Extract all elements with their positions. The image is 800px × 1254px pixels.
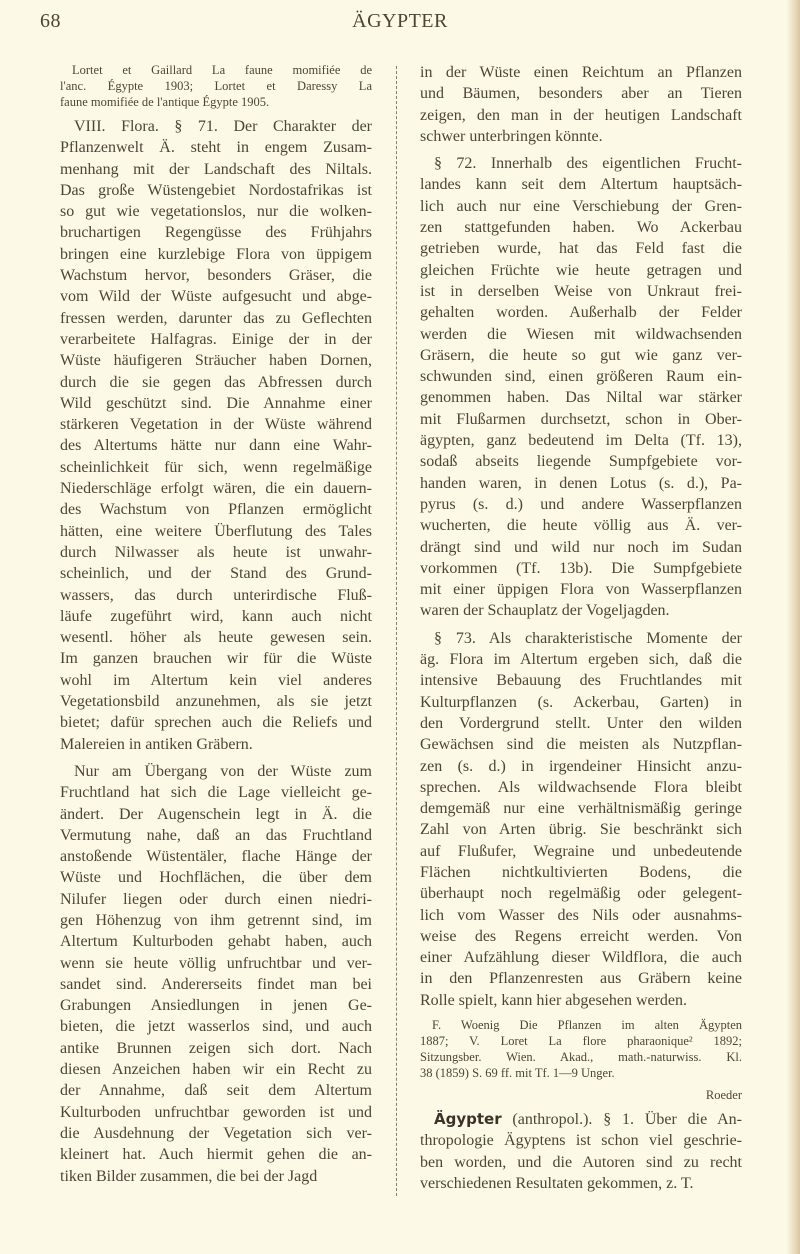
text-line: wassers, das durch unterirdische Fluß- <box>60 586 372 604</box>
text-line: weise des Regens erreicht werden. Von <box>420 927 742 945</box>
text-line: wohl im Altertum kein viel anderes <box>60 671 372 689</box>
text-line: überhaupt noch regelmäßig oder gelegent- <box>420 885 742 903</box>
text-line: 1887; V. Loret La flore pharaonique² 1892; <box>420 1034 742 1049</box>
text-line: durch Nilwasser als heute ist unwahr- <box>60 543 372 561</box>
text-line: landes kann seit dem Altertum hauptsäch- <box>420 176 742 194</box>
text-line: anstoßende Wüstentäler, flache Hänge der <box>60 848 372 866</box>
text-line: getrieben wurde, hat das Feld fast die <box>420 240 742 258</box>
text-line: intensive Bebauung des Fruchtlandes mit <box>420 672 742 690</box>
text-line: des Wachstum von Pflanzen ermöglicht <box>60 501 372 519</box>
text-line: Kulturpflanzen (s. Ackerbau, Garten) in <box>420 693 742 711</box>
text-line: in der Wüste einen Reichtum an Pflanzen <box>420 64 742 81</box>
paragraph <box>420 153 742 622</box>
left-column <box>60 62 372 1193</box>
text-line: so gut wie vegetationslos, nur die wolken- <box>60 203 372 221</box>
text-line: Zahl von Arten übrig. Sie beschränkt sich <box>420 821 742 839</box>
text-line: scheinlich, und der Stand des Grund- <box>60 565 372 583</box>
text-line: Fruchtland hat sich die Lage vielleicht ge- <box>60 784 372 802</box>
text-line: Pflanzenwelt Ä. steht in engem Zusam- <box>60 139 372 157</box>
text-line: § 73. Als charakteristische Momente der <box>434 629 742 647</box>
text-line: sodaß abseits liegende Sumpfgebiete vor- <box>420 453 742 471</box>
text-line: ägypten, ganz bedeutend im Delta (Tf. 13), <box>420 432 742 450</box>
text-line: Gewächsen sind die meisten als Nutzpflan- <box>420 736 742 754</box>
text-line: ist in derselben Weise von Unkraut frei- <box>420 282 742 300</box>
text-line: antike Brunnen zeigen sich dort. Nach <box>60 1039 372 1057</box>
text-line: stärkeren Vegetation in der Wüste während <box>60 416 372 434</box>
text-line: sprechen. Als wildwachsende Flora bleibt <box>420 778 742 796</box>
text-line: ändert. Der Augenschein legt in Ä. die <box>60 805 372 823</box>
text-line: hätten, eine weitere Überflutung des Tales <box>60 522 372 540</box>
text-line: demgemäß nur eine verhältnismäßig geringe <box>420 800 742 818</box>
text-line: gen Höhenzug von ihm getrennt sind, im <box>60 911 372 929</box>
text-line: zen (s. d.) in irgendeiner Hinsicht anzu- <box>420 757 742 775</box>
text-line: zeigen, den man in der heutigen Landschaft <box>420 106 742 124</box>
text-line: 38 (1859) S. 69 ff. mit Tf. 1—9 Unger. <box>420 1066 615 1081</box>
text-line: tiken Bilder zusammen, die bei der Jagd <box>60 1167 318 1185</box>
text-line: vorkommen (Tf. 13b). Die Sumpfgebiete <box>420 559 742 577</box>
text-line: l'anc. Égypte 1903; Lortet et Daressy La <box>60 79 372 93</box>
text-line: drängt sind und wild nur noch im Sudan <box>420 538 742 556</box>
text-line: ben worden, und die Autoren sind zu recht <box>420 1153 742 1171</box>
page-number: 68 <box>40 10 61 32</box>
text-line: pyrus (s. d.) und andere Wasserpflanzen <box>420 495 742 513</box>
text-line: faune momifiée de l'antique Égypte 1905. <box>60 95 270 109</box>
text-line: werden die Wiesen mit wildwachsenden <box>420 325 742 343</box>
text-line: Grabungen Ansiedlungen in jenen Ge- <box>60 997 372 1015</box>
text-line: des Altertums hätte nur dann eine Wahr- <box>60 437 372 455</box>
column-divider <box>396 66 397 1196</box>
text-line: scheinlichkeit für sich, wenn regelmäßige <box>60 458 372 476</box>
text-line: Nilufer liegen oder durch einen niedri- <box>60 890 372 908</box>
text-line: auf Flußufer, Wegraine und unbedeutende <box>420 842 742 860</box>
text-line: waren der Schauplatz der Vogeljagden. <box>420 602 670 620</box>
text-line: Gräsern, die heute so gut wie ganz ver- <box>420 346 742 364</box>
text-line: wesentl. höher als heute gewesen sein. <box>60 629 372 647</box>
running-title: ÄGYPTER <box>352 10 448 32</box>
text-line: Lortet et Gaillard La faune momifiée de <box>72 63 372 77</box>
text-line: Nur am Übergang von der Wüste zum <box>74 762 372 780</box>
paragraph <box>420 62 742 147</box>
text-line: mit Flußarmen durchsetzt, schon in Ober- <box>420 410 742 428</box>
text-line: den Vordergrund stellt. Unter den wilden <box>420 714 742 732</box>
text-line: in den Pflanzenresten aus Gräbern keine <box>420 970 742 988</box>
text-line: lich vom Wasser des Nils oder ausnahms- <box>420 906 742 924</box>
bibliography-block <box>60 62 372 110</box>
text-line: Roeder <box>705 1088 742 1103</box>
text-line: Malereien in antiken Gräbern. <box>60 735 253 753</box>
text-line: sandet sind. Andererseits findet man bei <box>60 975 372 993</box>
entry-headword: Ägypter <box>434 1110 502 1129</box>
text-line: Sitzungsber. Wien. Akad., math.-naturwiss. Kl. <box>420 1050 742 1065</box>
text-line: Niederschläge erfolgt wären, die ein dauern- <box>60 480 372 498</box>
page-edge-shadow <box>786 0 800 1254</box>
text-line: bietet; dafür sprechen auch die Reliefs und <box>60 714 372 732</box>
text-line: zen stattgefunden haben. Wo Ackerbau <box>420 219 742 237</box>
text-line: die Ausdehnung der Vegetation sich ver- <box>60 1124 372 1142</box>
text-line: wenn sie heute völlig unfruchtbar und ver- <box>60 954 372 972</box>
text-line: § 72. Innerhalb des eigentlichen Frucht- <box>434 155 742 173</box>
line-text: (anthropol.). § 1. Über die An- <box>501 1111 742 1129</box>
text-line: Das große Wüstengebiet Nordostafrikas ist <box>60 181 372 199</box>
text-line: wucherten, die heute völlig aus Ä. ver- <box>420 517 742 535</box>
text-line: Altertum Kulturboden gehabt haben, auch <box>60 933 372 951</box>
bibliography-block <box>420 1017 742 1081</box>
author-signature <box>420 1087 742 1103</box>
text-line: gleichen Früchte wie heute getragen und <box>420 261 742 279</box>
paragraph <box>420 1109 742 1194</box>
text-line: genommen haben. Das Niltal war stärker <box>420 389 742 407</box>
text-line <box>420 1109 742 1130</box>
text-line: lich auch nur eine Verschiebung der Gren- <box>420 197 742 215</box>
text-line: menhang mit der Landschaft des Niltals. <box>60 160 372 178</box>
text-line: und Bäumen, besonders aber an Tieren <box>420 85 742 103</box>
text-line: Flächen nichtkultivierten Bodens, die <box>420 863 742 881</box>
paragraph <box>420 628 742 1011</box>
text-line: Wild geschützt sind. Die Annahme einer <box>60 394 372 412</box>
text-line: bruchartigen Regengüsse des Frühjahrs <box>60 224 372 242</box>
text-line: Wüste und Hochflächen, die über dem <box>60 869 372 887</box>
text-line: diesen Anzeichen haben wir ein Recht zu <box>60 1061 372 1079</box>
text-line: bringen eine kurzlebige Flora von üppigem <box>60 245 372 263</box>
text-line: Im ganzen brauchen wir für die Wüste <box>60 650 372 668</box>
text-line: der Annahme, daß seit dem Altertum <box>60 1082 372 1100</box>
text-line: läufe zugeführt wird, kann auch nicht <box>60 607 372 625</box>
text-line: verarbeitete Halfagras. Einige der in der <box>60 330 372 348</box>
text-line: kleinert hat. Auch hiermit gehen die an- <box>60 1146 372 1164</box>
text-line: bieten, die jetzt wasserlos sind, und auch <box>60 1018 372 1036</box>
paragraph <box>60 116 372 755</box>
text-line: Vermutung nahe, daß an das Fruchtland <box>60 826 372 844</box>
text-line: gehalten worden. Außerhalb der Felder <box>420 304 742 322</box>
text-line: durch die sie gegen das Abfressen durch <box>60 373 372 391</box>
text-line: VIII. Flora. § 71. Der Charakter der <box>74 118 372 135</box>
text-line: thropologie Ägyptens ist schon viel geschrie- <box>420 1132 742 1150</box>
text-line: schwer unterbringen könnte. <box>420 127 603 145</box>
text-line: Wachstum hervor, besonders Gräser, die <box>60 267 372 285</box>
text-line: Wüste häufigeren Sträucher haben Dornen, <box>60 352 372 370</box>
text-line: vom Wild der Wüste aufgesucht und abge- <box>60 288 372 306</box>
text-line: äg. Flora im Altertum ergeben sich, daß die <box>420 651 742 669</box>
text-line: Rolle spielt, kann hier abgesehen werden. <box>420 991 688 1009</box>
text-line: Kulturboden unfruchtbar geworden ist und <box>60 1103 372 1121</box>
text-line: Vegetationsbild anzunehmen, als sie jetzt <box>60 693 372 711</box>
text-line: mit einer üppigen Flora von Wasserpflanzen <box>420 581 742 599</box>
right-column <box>420 62 742 1200</box>
text-line: F. Woenig Die Pflanzen im alten Ägypten <box>432 1018 742 1033</box>
text-line: fressen werden, darunter das zu Geflechten <box>60 309 372 327</box>
paragraph <box>60 761 372 1187</box>
text-line: handen waren, in denen Lotus (s. d.), Pa- <box>420 474 742 492</box>
text-line: schwunden sind, einen größeren Raum ein- <box>420 368 742 386</box>
text-line: einer Aufzählung dieser Wildflora, die auch <box>420 949 742 967</box>
text-line: verschiedenen Resultaten gekommen, z. T. <box>420 1174 694 1192</box>
